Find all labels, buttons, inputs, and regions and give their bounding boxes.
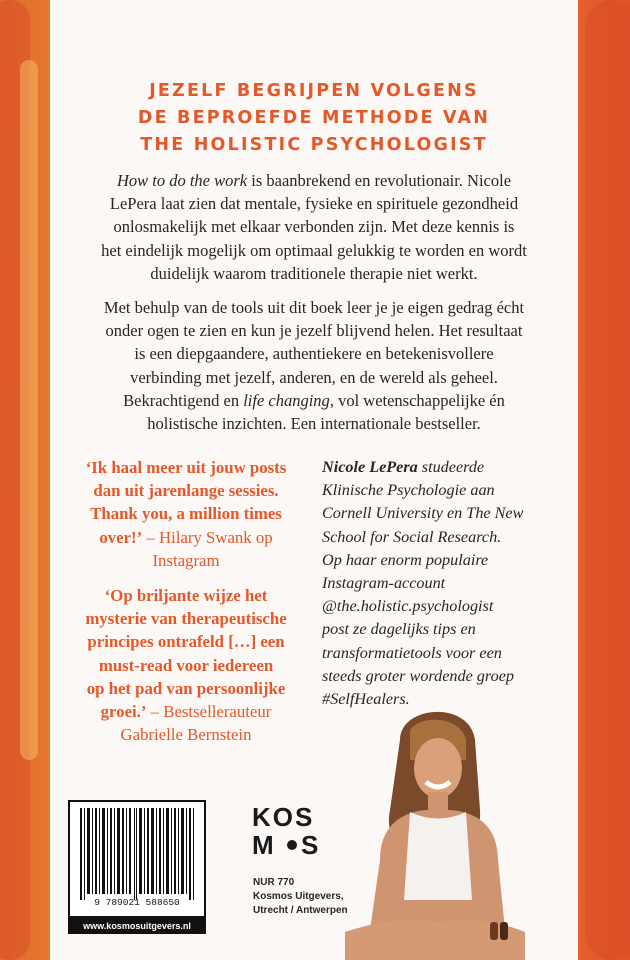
- logo-row-2b: S: [301, 830, 319, 858]
- bio-line-11: #SelfHealers.: [322, 690, 410, 709]
- quote2-attribution: – Bestsellerauteur: [146, 702, 272, 722]
- logo-dot: [287, 840, 297, 850]
- para1-line-3: onlosmakelijk met elkaar verbonden zijn. Met deze kennis is: [113, 217, 515, 237]
- para1-line-1: is baanbrekend en revolutionair. Nicole: [247, 171, 512, 190]
- bio-line-3: Cornell University en The New: [322, 504, 524, 523]
- quote2-line-4: must-read voor iedereen: [98, 655, 274, 675]
- quote2-line-6: groei.’: [100, 702, 147, 722]
- author-name: Nicole LePera: [322, 458, 418, 476]
- bio-line-10: steeds groter wordende groep: [322, 666, 514, 685]
- bio-line-1: studeerde: [417, 458, 485, 476]
- publisher-url: www.kosmosuitgevers.nl: [68, 918, 206, 934]
- quote2-line-1: ‘Op briljante wijze het: [104, 586, 268, 605]
- para2-line-5a: Bekrachtigend en: [123, 390, 244, 410]
- barcode: [68, 800, 206, 918]
- para1-line-4: het eindelijk mogelijk om optimaal gelukkig te worden en wordt: [101, 240, 527, 260]
- bio-line-2: Klinische Psychologie aan: [322, 481, 495, 500]
- para2-line-6: holistische inzichten. Een internationale bestseller.: [147, 414, 481, 434]
- quote2-line-3: principes ontrafeld […] een: [87, 632, 285, 652]
- bio-line-5: Op haar enorm populaire: [322, 550, 489, 569]
- para2-line-4: verbinding met jezelf, anderen, en de wereld als geheel.: [130, 367, 498, 387]
- description-paragraph-2: [50, 296, 578, 435]
- para2-line-5-italic: life changing: [243, 390, 330, 410]
- logo-row-1: KOS: [252, 802, 315, 832]
- author-bio: [322, 456, 572, 711]
- para2-line-3: is een diepgaandere, authentiekere en betekenisvollere: [134, 344, 494, 364]
- publisher-city: Utrecht / Antwerpen: [253, 905, 348, 916]
- publisher-info: [253, 876, 348, 918]
- bio-line-7: @the.holistic.psychologist: [322, 597, 494, 616]
- quote2-line-2: mysterie van therapeutische: [85, 609, 287, 629]
- bio-line-9: transformatietools voor een: [322, 643, 502, 662]
- headline-line-1: JEZELF BEGRIJPEN VOLGENS: [149, 81, 479, 101]
- publisher-name: Kosmos Uitgevers,: [253, 891, 344, 902]
- logo-row-2a: M: [252, 830, 274, 858]
- para2-line-2: onder ogen te zien en kun je jezelf blijvend helen. Het resultaat: [105, 321, 523, 341]
- kosmos-logo: [252, 802, 332, 858]
- headline-line-2: DE BEPROEFDE METHODE VAN: [137, 108, 491, 128]
- isbn-number: 9 789021 588650: [94, 897, 180, 908]
- quote1-attribution: – Hilary Swank op: [142, 527, 273, 547]
- para2-line-5b: , vol wetenschappelijke én: [329, 390, 505, 410]
- book-title: How to do the work: [116, 171, 248, 190]
- quote1-line-1: ‘Ik haal meer uit jouw posts: [85, 458, 287, 477]
- quote2-attribution-2: Gabrielle Bernstein: [120, 725, 252, 745]
- quote-hilary-swank: [70, 456, 302, 572]
- bio-line-4: School for Social Research.: [322, 527, 502, 546]
- para1-line-2: LePera laat zien dat mentale, fysieke en spirituele gezondheid: [109, 194, 519, 214]
- para1-line-5: duidelijk waarom traditionele therapie niet werkt.: [150, 263, 478, 283]
- quote1-line-4: over!’: [99, 527, 143, 547]
- quote1-line-3: Thank you, a million times: [90, 504, 282, 524]
- bio-line-6: Instagram-account: [322, 574, 446, 593]
- watercolor-stroke-right: [585, 0, 630, 960]
- nur-code: NUR 770: [253, 877, 295, 888]
- para2-line-1: Met behulp van de tools uit dit boek leer je je eigen gedrag écht: [103, 298, 525, 317]
- headline-line-3: THE HOLISTIC PSYCHOLOGIST: [140, 135, 488, 155]
- description-paragraph-1: [50, 169, 578, 285]
- quote1-line-2: dan uit jarenlange sessies.: [93, 481, 279, 501]
- bio-line-8: post ze dagelijks tips en: [322, 620, 476, 639]
- author-photo: [340, 700, 530, 960]
- barcode-bars: [78, 808, 196, 900]
- quote1-attribution-2: Instagram: [152, 550, 220, 570]
- watercolor-stroke-highlight: [20, 60, 38, 760]
- headline: [50, 78, 578, 159]
- quote-gabrielle-bernstein: [70, 584, 302, 746]
- quote2-line-5: op het pad van persoonlijke: [86, 678, 286, 698]
